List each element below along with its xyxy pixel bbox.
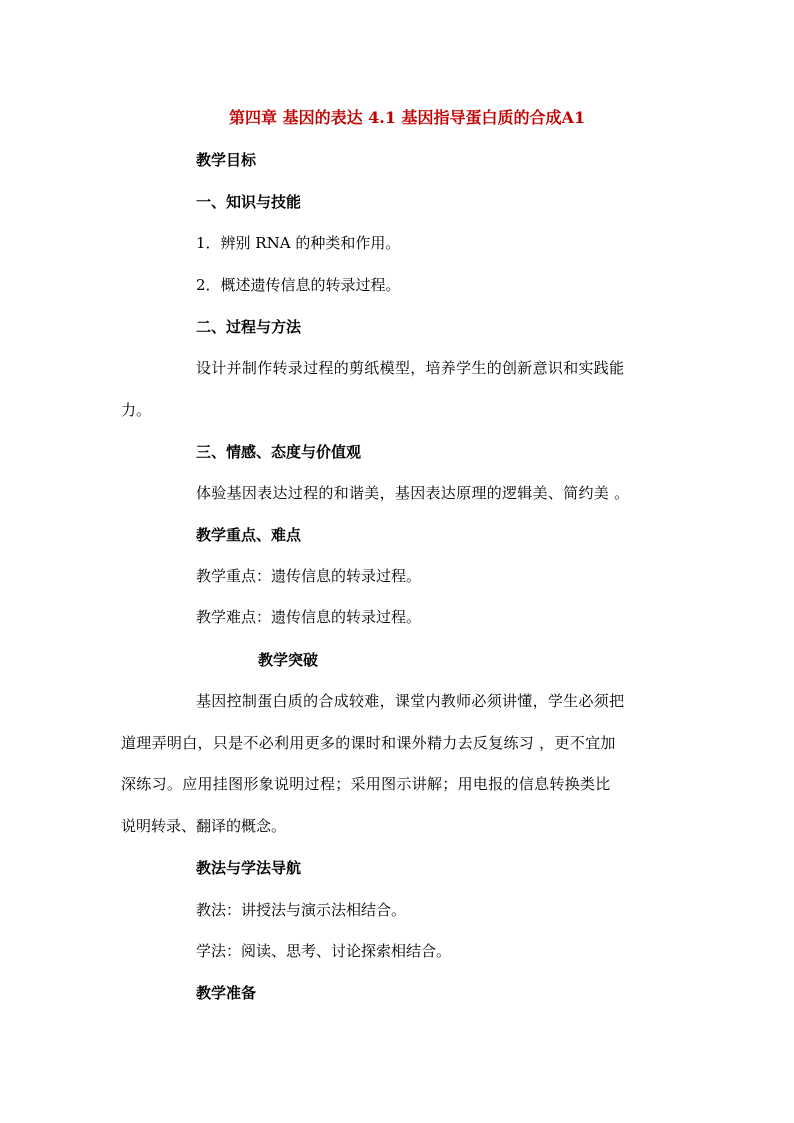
heading-preparation: 教学准备 [196, 984, 257, 1002]
difficult-point: 教学难点：遗传信息的转录过程。 [196, 608, 422, 626]
teach-method: 教法：讲授法与演示法相结合。 [196, 901, 407, 919]
heading-emotion-values: 三、情感、态度与价值观 [196, 443, 362, 461]
ks-item-1: 1．辨别 RNA 的种类和作用。 [196, 234, 401, 252]
ks-item-2: 2．概述遗传信息的转录过程。 [196, 276, 401, 294]
heading-teaching-goals: 教学目标 [196, 151, 257, 169]
pm-paragraph-line-2: 力。 [121, 401, 152, 419]
bt-paragraph-line-1: 基因控制蛋白质的合成较难，课堂内教师必须讲懂，学生必须把 [196, 692, 625, 710]
pm-paragraph-line-1: 设计并制作转录过程的剪纸模型，培养学生的创新意识和实践能 [196, 359, 625, 377]
heading-process-methods: 二、过程与方法 [196, 318, 302, 336]
learn-method: 学法：阅读、思考、讨论探索相结合。 [196, 942, 452, 960]
document-title: 第四章 基因的表达 4.1 基因指导蛋白质的合成A1 [229, 108, 586, 127]
heading-key-difficult: 教学重点、难点 [196, 526, 302, 544]
heading-methods-nav: 教法与学法导航 [196, 859, 302, 877]
bt-paragraph-line-4: 说明转录、翻译的概念。 [121, 817, 287, 835]
heading-knowledge-skills: 一、知识与技能 [196, 193, 302, 211]
key-point: 教学重点：遗传信息的转录过程。 [196, 567, 422, 585]
bt-paragraph-line-3: 深练习。应用挂图形象说明过程；采用图示讲解；用电报的信息转换类比 [121, 775, 611, 793]
bt-paragraph-line-2: 道理弄明白，只是不必利用更多的课时和课外精力去反复练习 ，更不宜加 [121, 734, 616, 752]
ev-paragraph: 体验基因表达过程的和谐美，基因表达原理的逻辑美、简约美 。 [196, 484, 630, 502]
heading-breakthrough: 教学突破 [258, 651, 319, 669]
